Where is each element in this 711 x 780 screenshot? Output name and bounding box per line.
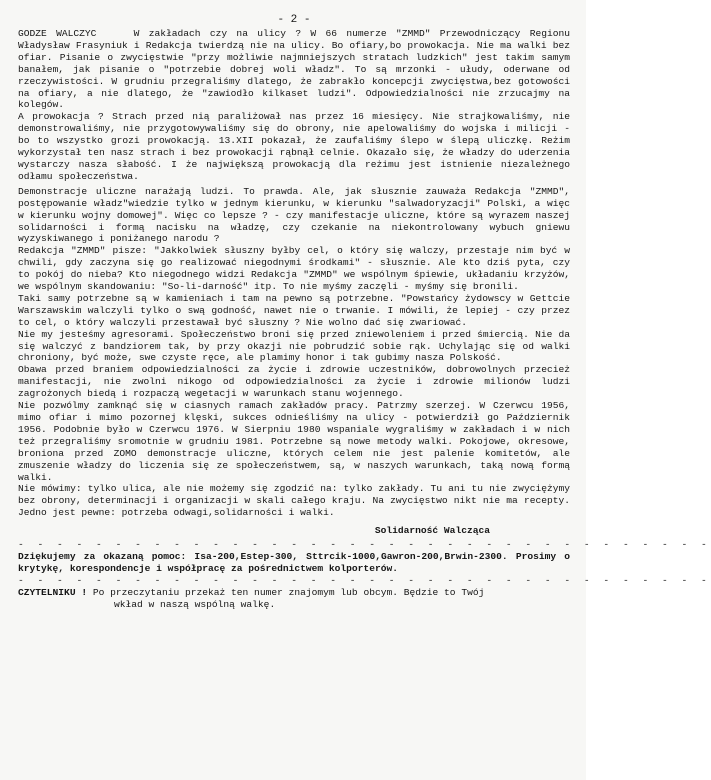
dashed-divider-top: - - - - - - - - - - - - - - - - - - - - - - - - - - - - - - - - - - - -	[18, 539, 711, 551]
article-paragraph-7: Obawa przed braniem odpowiedzialności za życie i zdrowie uczestników, dobrowolnych przecież manifestacji, nie zwolni nikogo od odpowiedzialności za życie i zdrowie milionów ludzi zagrożonych biedą i rozpaczą wegetacji w warunkach stanu wojennego.	[18, 364, 570, 400]
article-paragraph-5: Taki samy potrzebne są w kamieniach i tam na pewno są potrzebne. "Powstańcy żydowscy w Gettcie Warszawskim walczyli tylko o swą godność, nawet nie o trwanie. I mówili, że lepiej - czy przez to cel, o który walczyli przestawał być słuszny ? Nie wolno dać się zwariować.	[18, 292, 570, 328]
reader-text-line-2-wrap	[18, 599, 570, 611]
article-paragraph-1	[18, 28, 570, 111]
reader-text-line-2: wkład w naszą wspólną walkę.	[114, 598, 276, 610]
article-paragraph-3: Demonstracje uliczne narażają ludzi. To prawda. Ale, jak słusznie zauważa Redakcja "ZMMD", postępowanie władz"wiedzie tylko w jednym kierunku, w kierunku "salwadoryzacji" Polski, a więc w kierunku wojny domowej". Więc co lepsze ? - czy manifestacje uliczne, które są wyrazem naszej solidarności i formą nacisku na władzę, czy czekanie na niekontrolowany wybuch gniewu wyzyskiwanego i poniżanego narodu ?	[18, 185, 570, 245]
article-paragraph-6: Nie my jesteśmy agresorami. Społeczeństwo broni się przed zniewoleniem i przed śmiercią. Nie da się walczyć z bandziorem tak, by przy okazji nie pobrudzić sobie rąk. Uchylając się od walki chroniony, być może, swe czyste ręce, ale plamimy honor i tak gubimy nasza Polskość.	[18, 328, 570, 364]
reader-text-line-1: Po przeczytaniu przekaż ten numer znajomym lub obcym. Będzie to Twój	[92, 586, 485, 598]
article-paragraph-9: Nie mówimy: tylko ulica, ale nie możemy się zgodzić na: tylko zakłady. Tu ani tu nie zwyciężymy bez obrony, determinacji i organizacji w skali całego kraju. Na zwycięstwo nikt nie ma recepty. Jedno jest pewne: potrzeba odwagi,solidarności i walki.	[18, 483, 570, 519]
dashed-divider-bottom: - - - - - - - - - - - - - - - - - - - - - - - - - - - - - - - - - - - -	[18, 574, 711, 586]
section-label: GODZE WALCZYC	[18, 28, 97, 39]
article-paragraph-8: Nie pozwólmy zamknąć się w ciasnych ramach zakładów pracy. Patrzmy szerzej. W Czerwcu 1956, mimo ofiar i mimo pozornej klęski, sukces odnieśliśmy na ulicy - potwierdził go Październik 1956. Podobnie było w Czerwcu 1976. W Sierpniu 1980 wspaniale wygraliśmy w zakładach i w nich też przegraliśmy sromotnie w grudniu 1981. Potrzebne są nowe metody walki. Pokojowe, okresowe, broniona przed ZOMO demonstracje uliczne, których celem nie jest palenie komitetów, ale zmuszenie władzy do liczenia się ze społeczeństwem, są, w naszych warunkach, taką nową formą walki.	[18, 400, 570, 483]
page-number: - 2 -	[277, 14, 311, 26]
signature: Solidarność Walcząca	[374, 525, 490, 537]
article-paragraph-2: A prowokacja ? Strach przed nią paraliżował nas przez 16 miesięcy. Nie strajkowaliśmy, nie demonstrowaliśmy, nie przygotowywaliśmy się do obrony, nie apelowaliśmy do wojska i milicji - bo to wszystko grozi prowokacją. 13.XII pokazał, że zaufaliśmy ślepo w ślepą uliczkę. Reżim wykorzystał ten nasz strach i bez prowokacji rąbnął celnie. Okazało się, że władzy do uderzenia wystarczy nasza słabość. I że największą prowokacją dla reżimu jest istnienie niezależnego odłamu społeczeństwa.	[18, 111, 570, 182]
reader-notice	[18, 587, 570, 599]
article-paragraph-4: Redakcja "ZMMD" pisze: "Jakkolwiek słuszny byłby cel, o który się walczy, przestaje nim być w chwili, gdy zaczyna się go realizować niegodnymi środkami" - słusznie. Ale kto dziś pyta, czy to pokój do nieba? Kto niegodnego widzi Redakcja "ZMMD" we wspólnym śpiewie, układaniu krzyżów, we wspólnym skandowaniu: "So-li-darność" itp. To nie myśmy zaczęli - myśmy się bronili.	[18, 245, 570, 293]
thanks-notice: Dziękujemy za okazaną pomoc: Isa-200,Estep-300, Sttrcik-1000,Gawron-200,Brwin-2300. Prosimy o krytykę, korespondencje i współpracę za pośrednictwem kolporterów.	[18, 551, 570, 574]
paragraph-1-text: W zakładach czy na ulicy ? W 66 numerze "ZMMD" Przewodniczący Regionu Władysław Frasyniuk i Redakcja twierdzą nie na ulicy. Bo ofiary,bo prowokacja. Nie ma walki bez ofiar. Pisanie o zwycięstwie "przy możliwie najmniejszych stratach ludzkich" jest takim samym banałem, jak pisanie o "potrzebie dobrej woli władz". To są mrzonki - ułudy, oderwane od rzeczywistości. W grudniu przegraliśmy dlatego, że zabrakło koncepcji zwycięstwa,bez gotowości na ofiary, a nie dlatego, że "zawiodło kilkaset ludzi". Odpowiedzialności nie zrzucajmy na kolegów.	[18, 28, 571, 111]
reader-label: CZYTELNIKU !	[18, 586, 88, 598]
